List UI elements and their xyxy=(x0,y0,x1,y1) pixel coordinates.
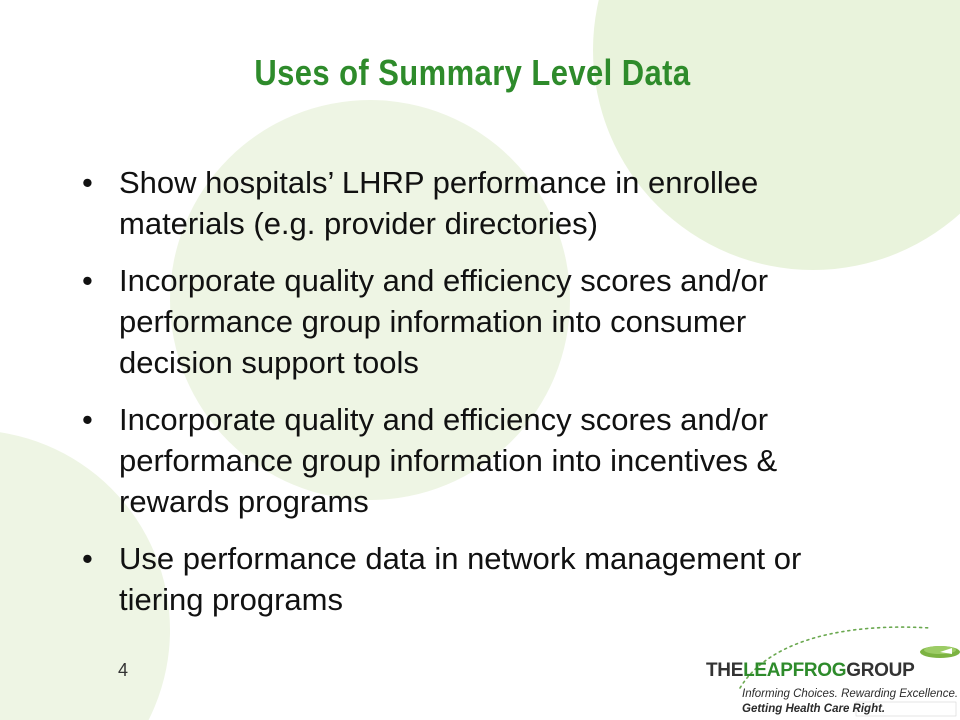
bullet-text: Incorporate quality and efficiency scores and/or performance group information into incentives & rewards programs xyxy=(119,402,778,519)
logo-tagline: Informing Choices. Rewarding Excellence. xyxy=(742,688,959,700)
bullet-item xyxy=(82,162,842,244)
bullet-text: Incorporate quality and efficiency scores and/or performance group information into consumer decision support tools xyxy=(119,263,769,380)
bullet-text: Use performance data in network management or tiering programs xyxy=(119,541,802,617)
bullet-dot-icon: • xyxy=(82,263,93,298)
bullet-dot-icon: • xyxy=(82,541,93,576)
slide-title: Uses of Summary Level Data xyxy=(254,52,691,93)
bullet-text: Show hospitals’ LHRP performance in enrollee materials (e.g. provider directories) xyxy=(119,165,759,241)
bullet-list xyxy=(82,162,842,636)
logo-word-prefix: THE xyxy=(706,660,744,681)
logo-wordmark xyxy=(706,660,914,682)
bullet-item xyxy=(82,399,842,522)
leapfrog-logo xyxy=(700,618,960,720)
bullet-item xyxy=(82,538,842,620)
bullet-dot-icon: • xyxy=(82,402,93,437)
logo-word-highlight: LEAPFROG xyxy=(743,660,847,681)
bullet-dot-icon: • xyxy=(82,165,93,200)
page-number: 4 xyxy=(118,660,129,680)
logo-tagline-secondary: Getting Health Care Right. xyxy=(742,703,886,715)
logo-word-suffix: GROUP xyxy=(846,660,915,681)
bullet-item xyxy=(82,260,842,383)
